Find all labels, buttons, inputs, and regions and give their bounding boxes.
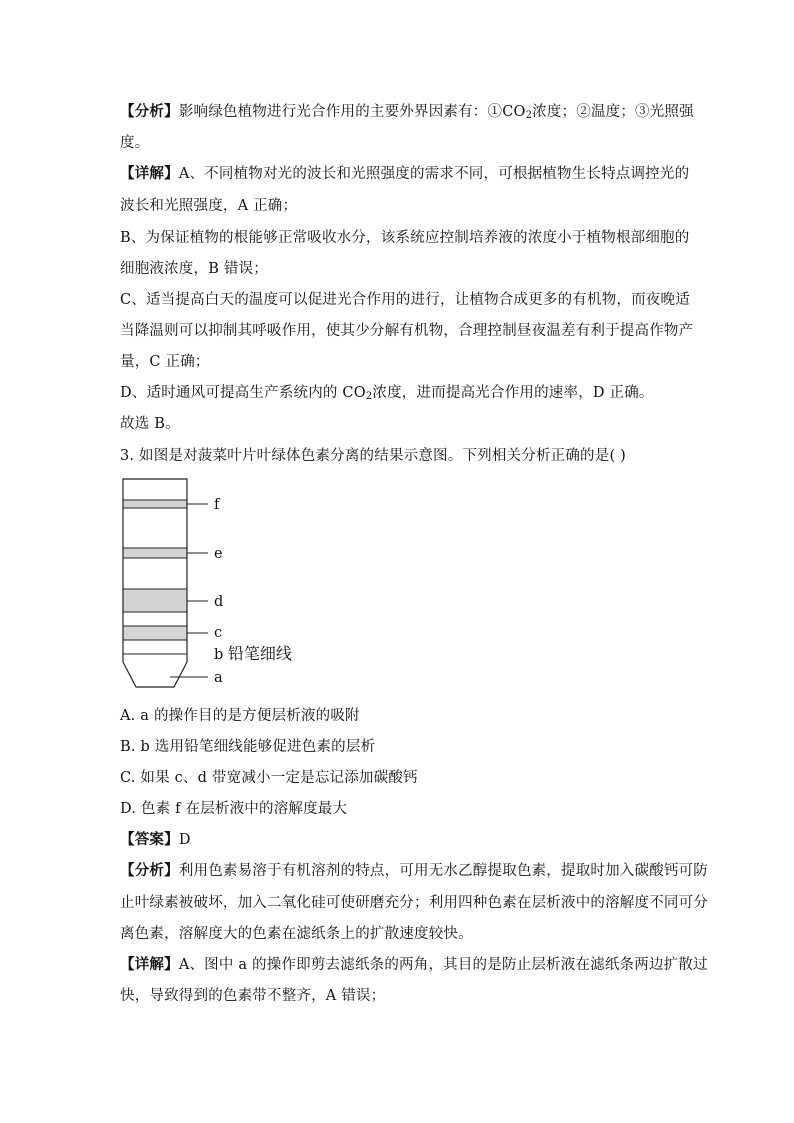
band-e — [123, 548, 187, 558]
detail-text-d-a: D、适时通风可提高生产系统内的 CO — [120, 385, 366, 401]
analysis-line-1 — [120, 102, 694, 122]
q3-analysis-line-2: 止叶绿素被破坏，加入二氧化硅可使研磨充分；利用四种色素在层析液中的溶解度不同可分 — [120, 895, 708, 911]
analysis-line-2: 度。 — [120, 135, 150, 151]
label-b-letter: b — [214, 647, 224, 663]
detail-line-d — [120, 383, 654, 403]
detail-line-a2: 波长和光照强度，A 正确； — [120, 198, 298, 214]
label-a: a — [214, 670, 223, 686]
detail-line-a1 — [120, 164, 689, 184]
analysis-tag: 【分析】 — [120, 103, 179, 120]
band-c — [123, 626, 187, 640]
q3-analysis-line-1 — [120, 861, 708, 881]
answer-line — [120, 830, 191, 850]
q3-detail-line-1 — [120, 955, 708, 975]
label-d: d — [214, 594, 224, 610]
label-b — [214, 646, 292, 663]
detail-line-b2: 细胞液浓度，B 错误； — [120, 261, 268, 277]
answer-tag: 【答案】 — [120, 831, 179, 848]
paper-strip-outline — [123, 479, 187, 687]
detail-line-c2: 当降温则可以抑制其呼吸作用，使其少分解有机物，合理控制昼夜温差有利于提高作物产 — [120, 323, 694, 339]
detail-subscript-d: 2 — [365, 391, 373, 402]
analysis-text-a: 影响绿色植物进行光合作用的主要外界因素有：①CO — [178, 104, 526, 120]
option-d: D. 色素 f 在层析液中的溶解度最大 — [120, 801, 348, 817]
option-a: A. a 的操作目的是方便层析液的吸附 — [120, 708, 360, 724]
answer-value: D — [178, 832, 191, 848]
detail-line-c3: 量，C 正确； — [120, 354, 210, 370]
analysis-text-b: 浓度；②温度；③光照强 — [532, 104, 694, 120]
label-f: f — [214, 497, 220, 513]
q3-analysis-tag: 【分析】 — [120, 862, 179, 879]
detail-line-c1: C、适当提高白天的温度可以促进光合作用的进行，让植物合成更多的有机物，而夜晚适 — [120, 292, 690, 308]
question-3-stem: 3. 如图是对菠菜叶片叶绿体色素分离的结果示意图。下列相关分析正确的是( ) — [120, 448, 626, 464]
detail-tag: 【详解】 — [120, 165, 179, 182]
band-f — [123, 500, 187, 508]
detail-text-d-b: 浓度，进而提高光合作用的速率，D 正确。 — [372, 385, 654, 401]
band-d — [123, 589, 187, 612]
q3-analysis-line-3: 离色素，溶解度大的色素在滤纸条上的扩散速度较快。 — [120, 926, 473, 942]
q3-detail-text-1: A、图中 a 的操作即剪去滤纸条的两角，其目的是防止层析液在滤纸条两边扩散过 — [178, 957, 708, 973]
label-pencil-line: 铅笔细线 — [227, 644, 292, 663]
q3-detail-tag: 【详解】 — [120, 956, 179, 973]
q3-analysis-text-1: 利用色素易溶于有机溶剂的特点，可用无水乙醇提取色素，提取时加入碳酸钙可防 — [178, 863, 709, 879]
detail-text-a1: A、不同植物对光的波长和光照强度的需求不同，可根据植物生长特点调控光的 — [178, 166, 690, 182]
detail-line-b1: B、为保证植物的根能够正常吸收水分，该系统应控制培养液的浓度小于植物根部细胞的 — [120, 230, 690, 246]
option-b: B. b 选用铅笔细线能够促进色素的层析 — [120, 739, 376, 755]
q3-detail-line-2: 快，导致得到的色素带不整齐，A 错误； — [120, 988, 386, 1004]
label-c: c — [214, 625, 223, 641]
label-e: e — [214, 546, 223, 562]
choose-line: 故选 B。 — [120, 416, 180, 432]
analysis-subscript: 2 — [525, 110, 533, 121]
option-c: C. 如果 c、d 带宽减小一定是忘记添加碳酸钙 — [120, 770, 418, 786]
